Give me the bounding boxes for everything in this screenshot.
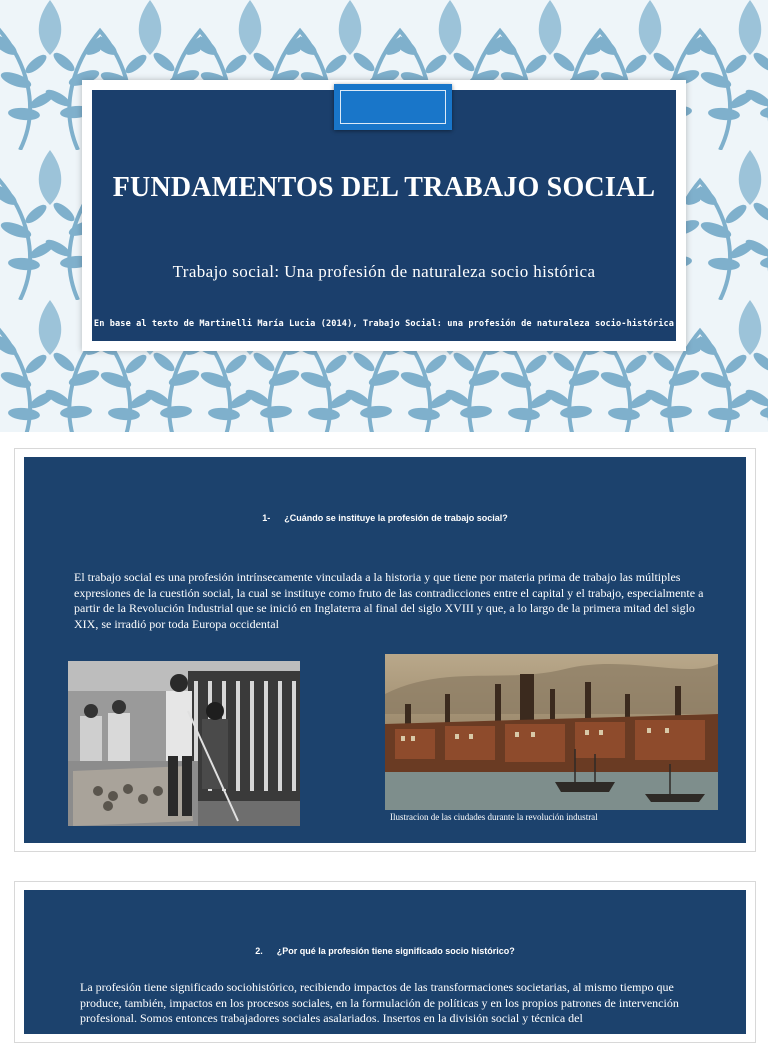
page-subtitle: Trabajo social: Una profesión de naturaleza socio histórica — [172, 262, 596, 281]
source-note: En base al texto de Martinelli María Lucia (2014), Trabajo Social: una profesión de naturaleza socio-histórica — [93, 319, 675, 329]
question-text: ¿Cuándo se instituye la profesión de trabajo social? — [284, 513, 508, 523]
image-caption: Ilustracion de las ciudades durante la revolución industral — [390, 812, 598, 822]
decorative-tab — [334, 84, 452, 130]
body-paragraph: La profesión tiene significado sociohistórico, recibiendo impactos de las transformaciones societarias, al mismo tiempo que produce, también, impactos en los procesos sociales, en la formulación de políticas y en los propios patrones de intervención profesional. Somos entonces trabajadores sociales asalariados. Insertos en la división social y técnica del — [80, 980, 679, 1025]
slide-panel — [24, 890, 746, 1034]
question-heading — [24, 513, 746, 523]
question-heading — [24, 946, 746, 956]
page-title: FUNDAMENTOS DEL TRABAJO SOCIAL — [112, 172, 656, 203]
factory-workers-photo — [68, 661, 300, 826]
industrial-city-illustration — [385, 654, 718, 810]
title-slide — [0, 0, 768, 432]
slide-panel — [24, 457, 746, 843]
slide-question-2 — [14, 881, 756, 1043]
body-paragraph: El trabajo social es una profesión intrínsecamente vinculada a la historia y que tiene por materia prima de trabajo las múltiples expresiones de la cuestión social, la cual se instituye como fruto de las contradicciones entre el capital y el trabajo, especialmente a partir de la Revolución Industrial que se inició en Inglaterra al final del siglo XVIII y que, a lo largo de la primera mitad del siglo XIX, se irradió por toda Europa occidental — [74, 570, 704, 631]
question-number: 1- — [262, 513, 271, 523]
title-card-panel — [92, 90, 676, 341]
question-text: ¿Por qué la profesión tiene significado socio histórico? — [276, 946, 515, 956]
title-card — [82, 80, 686, 351]
question-number: 2. — [255, 946, 263, 956]
slide-question-1 — [14, 448, 756, 852]
